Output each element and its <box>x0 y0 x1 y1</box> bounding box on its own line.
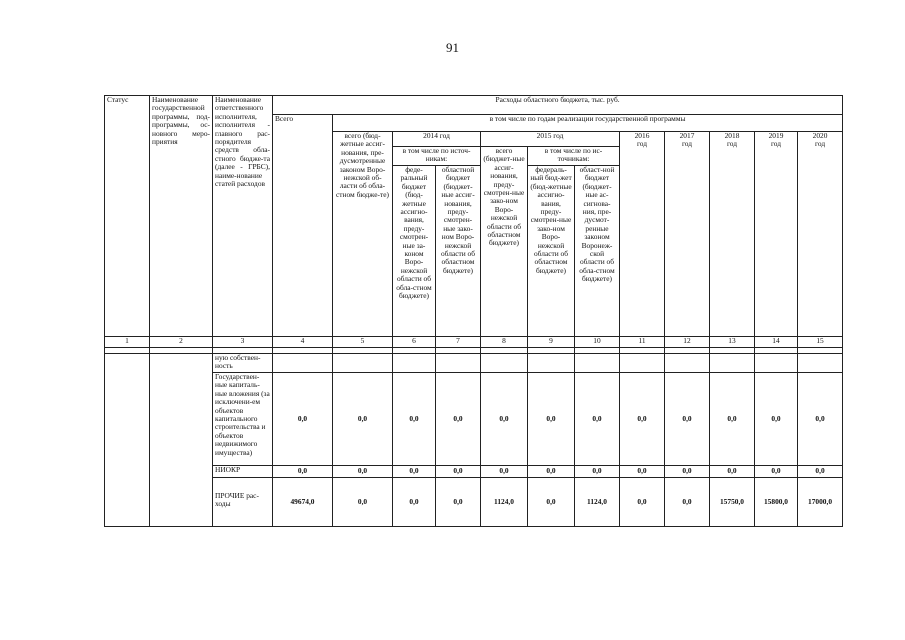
header-status: Статус <box>105 96 150 337</box>
header-total: Всего <box>273 115 333 337</box>
value-cell <box>273 354 333 373</box>
column-number: 6 <box>393 337 436 348</box>
column-number: 9 <box>528 337 575 348</box>
value-cell <box>481 354 528 373</box>
page-number: 91 <box>446 40 459 55</box>
value-cell: 1124,0 <box>481 478 528 527</box>
value-cell: 49674,0 <box>273 478 333 527</box>
header-all-2014: всего (бюд-жетные ассиг-нования, пре-дусмотренные законом Воро-нежской об-ласти об обла-стном бюдже-те) <box>333 132 393 337</box>
value-cell <box>710 354 755 373</box>
value-cell: 0,0 <box>575 466 620 478</box>
value-cell: 0,0 <box>798 466 843 478</box>
value-cell: 0,0 <box>665 478 710 527</box>
header-program-name: Наименование государственной программы, под-программы, ос-новного меро-приятия <box>150 96 213 337</box>
value-cell: 0,0 <box>710 373 755 466</box>
header-year-2016: 2016 год <box>620 132 665 337</box>
value-cell: 0,0 <box>710 466 755 478</box>
header-year-2015: 2015 год <box>481 132 620 147</box>
row-label: ную собствен-ность <box>213 354 273 373</box>
value-cell <box>755 354 798 373</box>
value-cell: 0,0 <box>528 478 575 527</box>
value-cell: 0,0 <box>436 478 481 527</box>
column-number: 11 <box>620 337 665 348</box>
column-number: 4 <box>273 337 333 348</box>
column-number: 3 <box>213 337 273 348</box>
header-row-1 <box>105 96 843 115</box>
header-expenses-title: Расходы областного бюджета, тыс. руб. <box>273 96 843 115</box>
value-cell <box>393 354 436 373</box>
table-row <box>105 354 843 373</box>
header-all-2015: всего (бюджет-ные ассиг-нования, преду-смотрен-ные зако-ном Воро-нежской области об областном бюджете) <box>481 147 528 337</box>
program-name-cell <box>150 354 213 527</box>
table-row <box>105 373 843 466</box>
row-label: ПРОЧИЕ рас-ходы <box>213 478 273 527</box>
header-executor: Наименование ответственного исполнителя, исполнителя - главного рас-порядителя средств обла-стного бюдже-та (далее - ГРБС), наиме-нование статей расходов <box>213 96 273 337</box>
value-cell <box>798 354 843 373</box>
column-number: 7 <box>436 337 481 348</box>
table-row <box>105 466 843 478</box>
value-cell <box>620 354 665 373</box>
value-cell: 0,0 <box>755 373 798 466</box>
value-cell: 17000,0 <box>798 478 843 527</box>
value-cell: 0,0 <box>273 373 333 466</box>
value-cell <box>333 354 393 373</box>
table-row <box>105 478 843 527</box>
value-cell: 0,0 <box>436 373 481 466</box>
column-number: 12 <box>665 337 710 348</box>
value-cell: 0,0 <box>333 478 393 527</box>
row-label: НИОКР <box>213 466 273 478</box>
value-cell: 0,0 <box>528 373 575 466</box>
header-year-2020: 2020 год <box>798 132 843 337</box>
value-cell: 15750,0 <box>710 478 755 527</box>
header-year-2018: 2018 год <box>710 132 755 337</box>
value-cell: 0,0 <box>481 466 528 478</box>
value-cell <box>528 354 575 373</box>
header-year-2017: 2017 год <box>665 132 710 337</box>
value-cell: 0,0 <box>393 466 436 478</box>
value-cell <box>665 354 710 373</box>
value-cell: 0,0 <box>665 466 710 478</box>
row-label: Государствен-ные капиталь-ные вложения (за исключени-ем объектов капитального строительства и объектов недвижимого имущества) <box>213 373 273 466</box>
value-cell <box>575 354 620 373</box>
value-cell: 0,0 <box>333 373 393 466</box>
budget-table <box>104 95 843 527</box>
value-cell: 0,0 <box>575 373 620 466</box>
column-number: 14 <box>755 337 798 348</box>
value-cell: 0,0 <box>333 466 393 478</box>
value-cell: 0,0 <box>528 466 575 478</box>
column-number: 1 <box>105 337 150 348</box>
column-number: 5 <box>333 337 393 348</box>
header-by-years: в том числе по годам реализации государственной программы <box>333 115 843 132</box>
value-cell: 0,0 <box>436 466 481 478</box>
column-number: 2 <box>150 337 213 348</box>
value-cell: 15800,0 <box>755 478 798 527</box>
column-number: 8 <box>481 337 528 348</box>
value-cell: 0,0 <box>620 478 665 527</box>
value-cell: 1124,0 <box>575 478 620 527</box>
header-federal-2015: федераль-ный бюд-жет (бюд-жетные ассигно-вания, преду-смотрен-ные зако-ном Воро-нежской области об областном бюджете) <box>528 166 575 337</box>
value-cell: 0,0 <box>393 373 436 466</box>
header-year-2019: 2019 год <box>755 132 798 337</box>
value-cell: 0,0 <box>481 373 528 466</box>
column-number-row <box>105 337 843 348</box>
header-federal-2014: феде-ральный бюджет (бюд-жетные ассигно-вания, преду-смотрен-ные за-коном Воро-нежской области об обла-стном бюджете) <box>393 166 436 337</box>
header-sources-2014: в том числе по источ-никам: <box>393 147 481 166</box>
value-cell <box>436 354 481 373</box>
value-cell: 0,0 <box>755 466 798 478</box>
header-regional-2015: област-ной бюджет (бюджет-ные ас-сигнова-ния, пре-дусмот-ренные законом Воронеж-ской области об обла-стном бюджете) <box>575 166 620 337</box>
value-cell: 0,0 <box>273 466 333 478</box>
value-cell: 0,0 <box>393 478 436 527</box>
value-cell: 0,0 <box>798 373 843 466</box>
column-number: 10 <box>575 337 620 348</box>
header-year-2014: 2014 год <box>393 132 481 147</box>
value-cell: 0,0 <box>665 373 710 466</box>
header-sources-2015: в том числе по ис-точникам: <box>528 147 620 166</box>
status-cell <box>105 354 150 527</box>
value-cell: 0,0 <box>620 466 665 478</box>
column-number: 13 <box>710 337 755 348</box>
value-cell: 0,0 <box>620 373 665 466</box>
header-regional-2014: областной бюджет (бюджет-ные ассиг-нования, преду-смотрен-ные зако-ном Воро-нежской области об областном бюджете) <box>436 166 481 337</box>
column-number: 15 <box>798 337 843 348</box>
